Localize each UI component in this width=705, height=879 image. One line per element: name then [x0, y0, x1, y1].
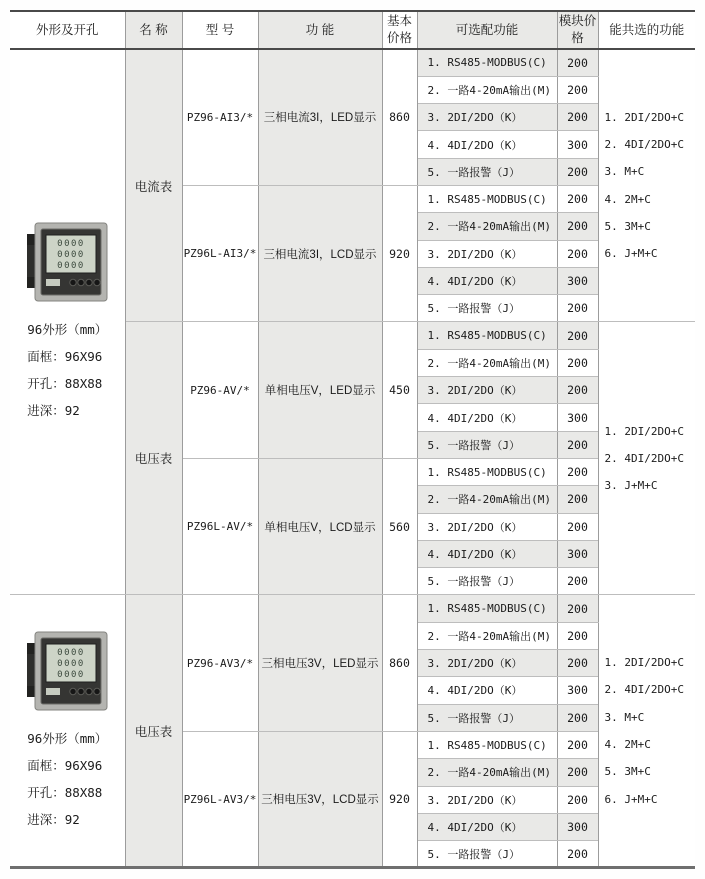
- module-price-cell: 200: [557, 731, 598, 758]
- meter-name-cell: 电流表: [125, 49, 182, 322]
- product-spec: 面框：96X96: [27, 757, 103, 773]
- meter-button: [86, 688, 92, 694]
- combinable-item: 4. 2M+C: [604, 192, 651, 206]
- module-price-cell: 200: [557, 295, 598, 322]
- combinable-item: 4. 2M+C: [604, 737, 651, 751]
- option-label-cell: 1. RS485-MODBUS(C): [417, 185, 557, 212]
- function-cell: 三相电流3I，LED显示: [258, 49, 382, 185]
- option-label-cell: 5. 一路报警（J）: [417, 568, 557, 595]
- module-price-cell: 200: [557, 458, 598, 485]
- option-label-cell: 2. 一路4-20mA输出(M): [417, 213, 557, 240]
- module-price-cell: 300: [557, 813, 598, 840]
- product-spec: 开孔：88X88: [27, 376, 103, 392]
- module-price-cell: 200: [557, 49, 598, 76]
- table-row: [10, 49, 695, 76]
- combinable-item: 2. 4DI/2DO+C: [604, 683, 684, 697]
- combinable-item: 5. 3M+C: [604, 765, 651, 779]
- module-price-cell: 200: [557, 431, 598, 458]
- module-price-cell: 200: [557, 322, 598, 349]
- meter-logo: [46, 279, 60, 286]
- option-label-cell: 2. 一路4-20mA输出(M): [417, 486, 557, 513]
- column-header-options: 可选配功能: [417, 11, 557, 49]
- column-header-name: 名 称: [125, 11, 182, 49]
- module-price-cell: 200: [557, 513, 598, 540]
- product-image-panel-meter: [23, 220, 111, 304]
- column-header-combinable: 能共选的功能: [598, 11, 695, 49]
- column-header-model: 型 号: [182, 11, 258, 49]
- combinable-item: 6. J+M+C: [604, 792, 658, 806]
- module-price-cell: 200: [557, 595, 598, 622]
- option-label-cell: 5. 一路报警（J）: [417, 431, 557, 458]
- option-label-cell: 2. 一路4-20mA输出(M): [417, 759, 557, 786]
- model-cell: PZ96L-AV/*: [182, 458, 258, 594]
- header-row: [10, 11, 695, 49]
- combinable-item: 1. 2DI/2DO+C: [604, 110, 684, 124]
- base-price-cell: 860: [382, 49, 417, 185]
- module-price-cell: 200: [557, 76, 598, 103]
- module-price-cell: 200: [557, 185, 598, 212]
- combinable-cell: [598, 595, 695, 868]
- module-price-cell: 200: [557, 841, 598, 868]
- option-label-cell: 3. 2DI/2DO（K）: [417, 104, 557, 131]
- svg-text:0000: 0000: [57, 239, 86, 250]
- combinable-item: 5. 3M+C: [604, 220, 651, 234]
- function-cell: 三相电压3V，LED显示: [258, 595, 382, 731]
- option-label-cell: 2. 一路4-20mA输出(M): [417, 622, 557, 649]
- combinable-cell: [598, 49, 695, 322]
- option-label-cell: 2. 一路4-20mA输出(M): [417, 76, 557, 103]
- option-label-cell: 1. RS485-MODBUS(C): [417, 458, 557, 485]
- column-header-module-price: 模块价格: [557, 11, 598, 49]
- table-row: [10, 595, 695, 622]
- meter-button: [70, 280, 76, 286]
- option-label-cell: 5. 一路报警（J）: [417, 841, 557, 868]
- combinable-item: 3. M+C: [604, 710, 645, 724]
- combinable-item: 3. J+M+C: [604, 479, 658, 493]
- module-price-cell: 300: [557, 131, 598, 158]
- combinable-item: 6. J+M+C: [604, 247, 658, 261]
- meter-button: [94, 280, 100, 286]
- module-price-cell: 200: [557, 377, 598, 404]
- column-header-outline: 外形及开孔: [10, 11, 125, 49]
- product-card: [23, 629, 111, 833]
- module-price-cell: 200: [557, 704, 598, 731]
- combinable-list: [605, 649, 696, 813]
- product-cell: [10, 49, 125, 595]
- meter-name-cell: 电压表: [125, 595, 182, 868]
- product-spec: 进深：92: [27, 811, 80, 827]
- function-cell: 三相电压3V，LCD显示: [258, 731, 382, 867]
- module-price-cell: 200: [557, 650, 598, 677]
- option-label-cell: 1. RS485-MODBUS(C): [417, 595, 557, 622]
- column-header-base-price: 基本价格: [382, 11, 417, 49]
- product-spec: 开孔：88X88: [27, 784, 103, 800]
- module-price-cell: 200: [557, 213, 598, 240]
- option-label-cell: 3. 2DI/2DO（K）: [417, 240, 557, 267]
- product-card: [23, 220, 111, 424]
- module-price-cell: 300: [557, 267, 598, 294]
- meter-button: [94, 688, 100, 694]
- option-label-cell: 3. 2DI/2DO（K）: [417, 786, 557, 813]
- module-price-cell: 300: [557, 540, 598, 567]
- model-cell: PZ96-AV3/*: [182, 595, 258, 731]
- product-title: 96外形（mm）: [27, 730, 108, 746]
- module-price-cell: 200: [557, 240, 598, 267]
- option-label-cell: 1. RS485-MODBUS(C): [417, 49, 557, 76]
- module-price-cell: 300: [557, 404, 598, 431]
- option-label-cell: 4. 4DI/2DO（K）: [417, 540, 557, 567]
- combinable-item: 3. M+C: [604, 165, 645, 179]
- module-price-cell: 200: [557, 104, 598, 131]
- module-price-cell: 200: [557, 759, 598, 786]
- svg-text:0000: 0000: [57, 658, 86, 669]
- module-price-cell: 300: [557, 677, 598, 704]
- product-title: 96外形（mm）: [27, 322, 108, 338]
- product-price-table: [10, 10, 695, 869]
- product-spec: 进深：92: [27, 403, 80, 419]
- module-price-cell: 200: [557, 158, 598, 185]
- meter-button: [70, 688, 76, 694]
- meter-name-cell: 电压表: [125, 322, 182, 595]
- model-cell: PZ96L-AI3/*: [182, 185, 258, 321]
- combinable-item: 2. 4DI/2DO+C: [604, 451, 684, 465]
- module-price-cell: 200: [557, 486, 598, 513]
- module-price-cell: 200: [557, 349, 598, 376]
- option-label-cell: 2. 一路4-20mA输出(M): [417, 349, 557, 376]
- meter-button: [78, 688, 84, 694]
- meter-button: [86, 280, 92, 286]
- option-label-cell: 3. 2DI/2DO（K）: [417, 513, 557, 540]
- combinable-item: 2. 4DI/2DO+C: [604, 138, 684, 152]
- function-cell: 单相电压V，LCD显示: [258, 458, 382, 594]
- function-cell: 三相电流3I，LCD显示: [258, 185, 382, 321]
- meter-logo: [46, 688, 60, 695]
- base-price-cell: 560: [382, 458, 417, 594]
- meter-button: [78, 280, 84, 286]
- option-label-cell: 4. 4DI/2DO（K）: [417, 267, 557, 294]
- combinable-item: 1. 2DI/2DO+C: [604, 424, 684, 438]
- option-label-cell: 1. RS485-MODBUS(C): [417, 731, 557, 758]
- svg-text:0000: 0000: [57, 669, 86, 680]
- product-dimensions: [27, 316, 107, 424]
- module-price-cell: 200: [557, 622, 598, 649]
- combinable-item: 1. 2DI/2DO+C: [604, 656, 684, 670]
- product-spec: 面框：96X96: [27, 349, 103, 365]
- option-label-cell: 4. 4DI/2DO（K）: [417, 677, 557, 704]
- option-label-cell: 3. 2DI/2DO（K）: [417, 650, 557, 677]
- option-label-cell: 5. 一路报警（J）: [417, 158, 557, 185]
- combinable-cell: [598, 322, 695, 595]
- function-cell: 单相电压V，LED显示: [258, 322, 382, 458]
- base-price-cell: 860: [382, 595, 417, 731]
- model-cell: PZ96-AI3/*: [182, 49, 258, 185]
- option-label-cell: 5. 一路报警（J）: [417, 704, 557, 731]
- option-label-cell: 5. 一路报警（J）: [417, 295, 557, 322]
- svg-text:0000: 0000: [57, 250, 86, 261]
- option-label-cell: 4. 4DI/2DO（K）: [417, 813, 557, 840]
- model-cell: PZ96L-AV3/*: [182, 731, 258, 867]
- column-header-function: 功 能: [258, 11, 382, 49]
- product-image-panel-meter: [23, 629, 111, 713]
- option-label-cell: 4. 4DI/2DO（K）: [417, 131, 557, 158]
- option-label-cell: 1. RS485-MODBUS(C): [417, 322, 557, 349]
- combinable-list: [605, 104, 696, 268]
- module-price-cell: 200: [557, 568, 598, 595]
- module-price-cell: 200: [557, 786, 598, 813]
- base-price-cell: 450: [382, 322, 417, 458]
- base-price-cell: 920: [382, 731, 417, 867]
- product-dimensions: [27, 725, 107, 833]
- option-label-cell: 3. 2DI/2DO（K）: [417, 377, 557, 404]
- svg-text:0000: 0000: [57, 647, 86, 658]
- product-cell: [10, 595, 125, 868]
- option-label-cell: 4. 4DI/2DO（K）: [417, 404, 557, 431]
- base-price-cell: 920: [382, 185, 417, 321]
- model-cell: PZ96-AV/*: [182, 322, 258, 458]
- combinable-list: [605, 418, 696, 500]
- svg-text:0000: 0000: [57, 261, 86, 272]
